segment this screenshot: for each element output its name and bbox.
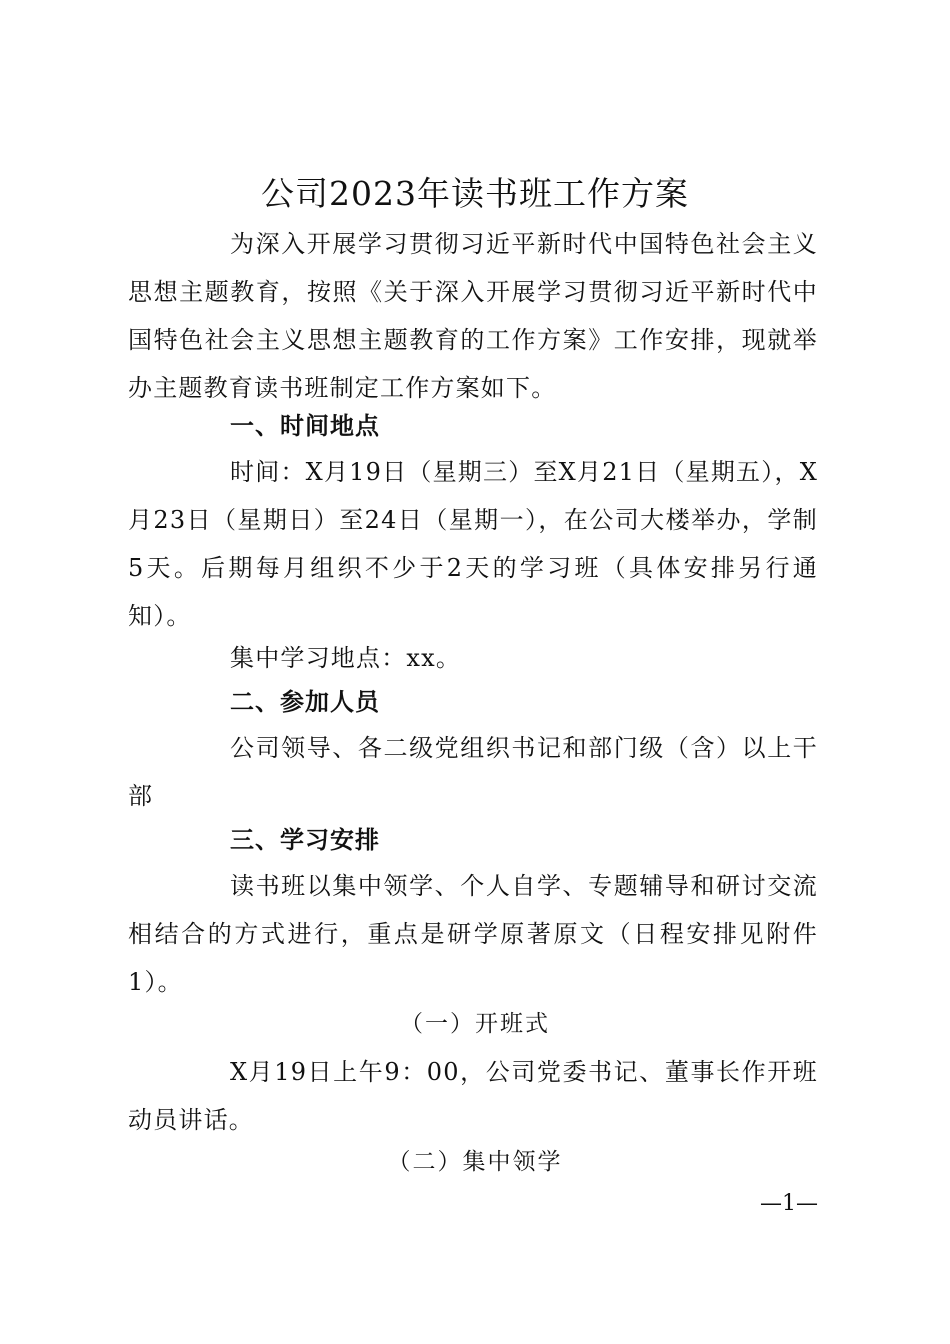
subsection-title-opening: （一）开班式 [400,1011,550,1037]
time-paragraph: 时间：X月19日（星期三）至X月21日（星期五），X月23日（星期日）至24日（星期一），在公司大楼举办，学制5天。后期每月组织不少于2天的学习班（具体安排另行通知）。 [128,458,818,630]
study-arrangement-paragraph: 读书班以集中领学、个人自学、专题辅导和研讨交流相结合的方式进行，重点是研学原著原文（日程安排见附件1）。 [128,872,818,996]
document-title: 公司2023年读书班工作方案 [261,174,689,213]
location-paragraph: 集中学习地点：xx。 [230,644,462,672]
page-number: —1— [760,1191,818,1216]
intro-paragraph: 为深入开展学习贯彻习近平新时代中国特色社会主义思想主题教育，按照《关于深入开展学习贯彻习近平新时代中国特色社会主义思想主题教育的工作方案》工作安排，现就举办主题教育读书班制定工作方案如下。 [128,230,818,402]
section-heading-study-arrangement: 三、学习安排 [230,826,380,854]
participants-paragraph: 公司领导、各二级党组织书记和部门级（含）以上干部 [128,734,818,810]
subsection-title-group-study: （二）集中领学 [387,1149,563,1175]
section-heading-time-place: 一、时间地点 [230,412,380,440]
section-heading-participants: 二、参加人员 [230,688,380,716]
opening-paragraph: X月19日上午9：00，公司党委书记、董事长作开班动员讲话。 [128,1058,818,1134]
